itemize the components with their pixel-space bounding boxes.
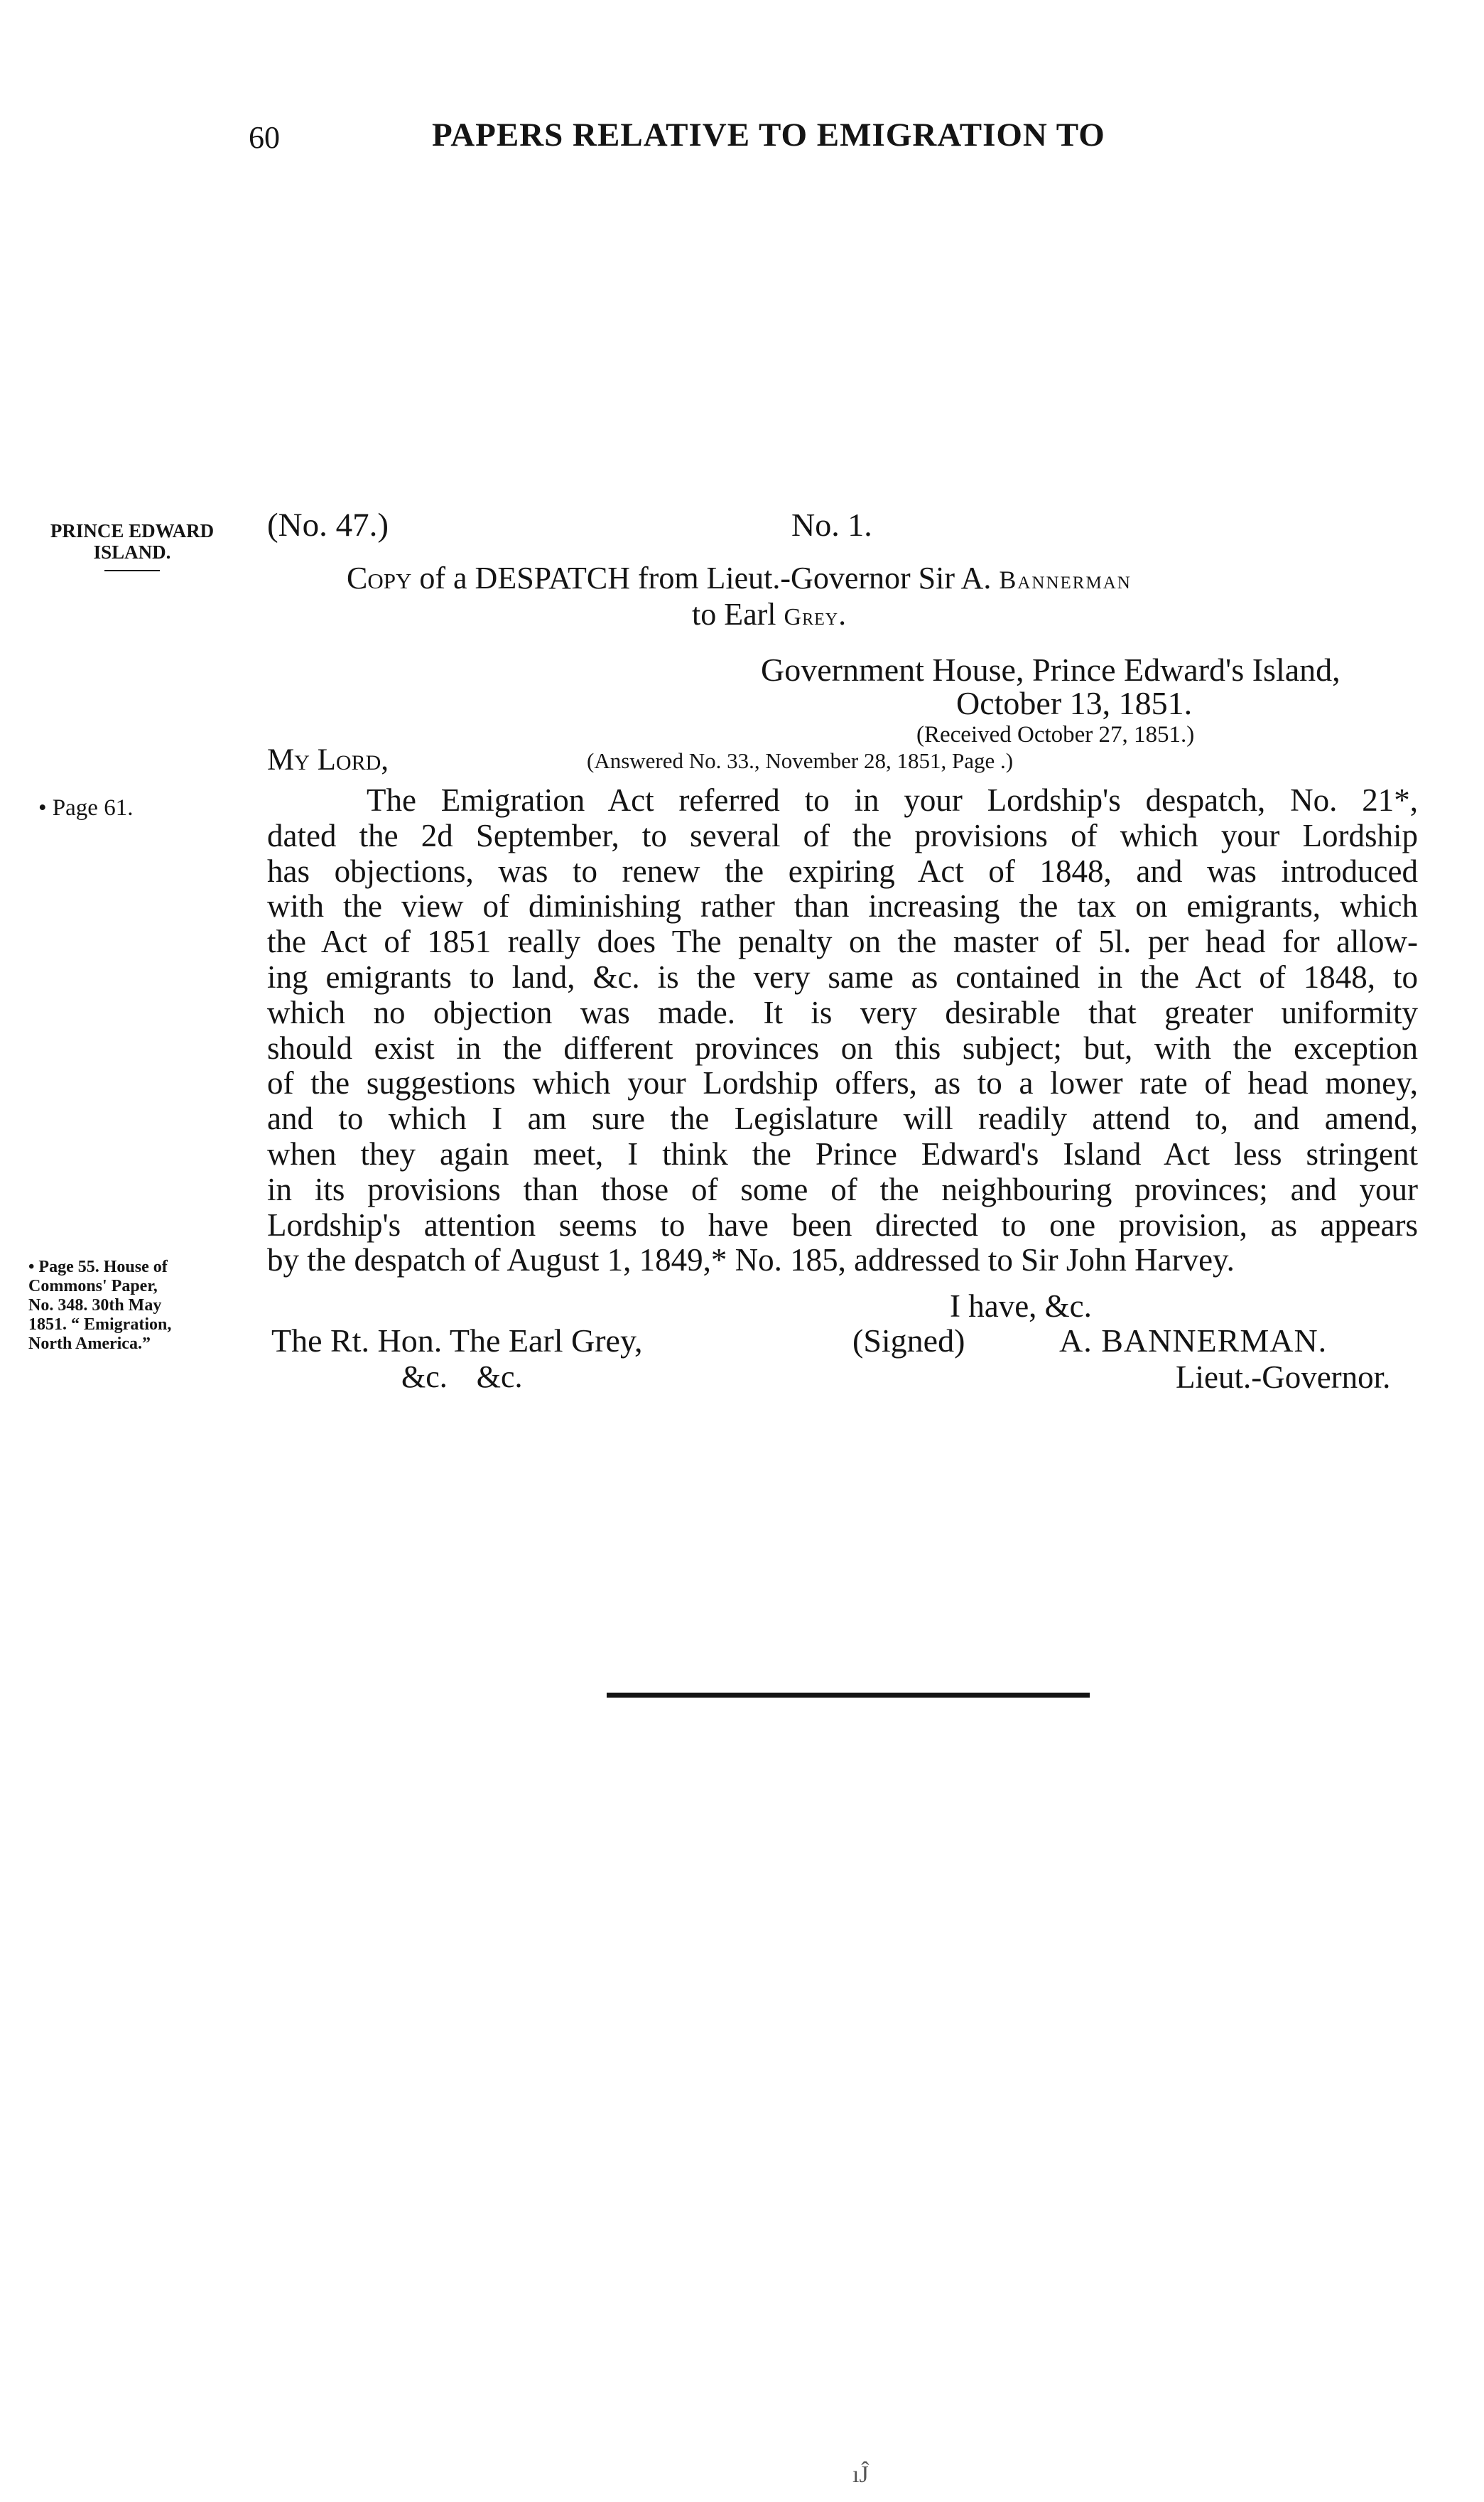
answered-note: (Answered No. 33., November 28, 1851, Page .) bbox=[587, 748, 1014, 773]
addressee-etc: &c. &c. bbox=[401, 1359, 523, 1394]
margin-colony-rule bbox=[104, 570, 160, 571]
body-line: when they again meet, I think the Prince Edward's Island Act less stringent bbox=[267, 1136, 1418, 1172]
margin-note-line: No. 348. 30th May bbox=[28, 1296, 162, 1315]
body-line: should exist in the different provinces on this subject; but, with the exception bbox=[267, 1030, 1418, 1066]
document-title-recipient bbox=[692, 596, 846, 632]
margin-colony-line-2: ISLAND. bbox=[93, 541, 171, 563]
body-line: dated the 2d September, to several of the provisions of which your Lordship bbox=[267, 817, 1418, 853]
margin-colony-label bbox=[18, 520, 246, 571]
signatory-name: A. BANNERMAN. bbox=[1059, 1322, 1328, 1359]
signed-label: (Signed) bbox=[852, 1322, 965, 1359]
title-mid: of a DESPATCH from Lieut.-Governor Sir A. bbox=[411, 561, 1000, 595]
title-from-name: Bannerman bbox=[999, 566, 1132, 594]
document-title bbox=[347, 560, 1132, 596]
body-line: Lordship's attention seems to have been directed to one provision, as appears bbox=[267, 1207, 1418, 1243]
body-line: by the despatch of August 1, 1849,* No. 185, addressed to Sir John Harvey. bbox=[267, 1242, 1235, 1278]
margin-note-line: 1851. “ Emigration, bbox=[28, 1315, 172, 1334]
body-line: The Emigration Act referred to in your Lordship's despatch, No. 21*, bbox=[367, 782, 1418, 818]
body-line: the Act of 1851 really does The penalty on the master of 5l. per head for allow- bbox=[267, 924, 1418, 960]
addressee: The Rt. Hon. The Earl Grey, bbox=[271, 1322, 643, 1359]
title-copy: Copy bbox=[347, 561, 412, 595]
page-number: 60 bbox=[249, 120, 280, 155]
body-line: in its provisions than those of some of the neighbouring provinces; and your bbox=[267, 1171, 1418, 1207]
received-note: (Received October 27, 1851.) bbox=[916, 722, 1195, 748]
closing: I have, &c. bbox=[950, 1288, 1092, 1324]
body-line: of the suggestions which your Lordship offers, as to a lower rate of head money, bbox=[267, 1065, 1418, 1101]
signatory-title: Lieut.-Governor. bbox=[1176, 1359, 1391, 1395]
footer-mark: ıĴ bbox=[852, 2461, 869, 2488]
margin-colony-line-1: PRINCE EDWARD bbox=[50, 520, 215, 541]
body-line: and to which I am sure the Legislature will readily attend to, and amend, bbox=[267, 1101, 1418, 1137]
despatch-number: (No. 47.) bbox=[267, 507, 389, 544]
salutation: My Lord, bbox=[267, 743, 389, 777]
title-to-suffix: . bbox=[838, 597, 847, 632]
body-line: which no objection was made. It is very desirable that greater uniformity bbox=[267, 994, 1418, 1030]
title-to-prefix: to Earl bbox=[692, 597, 784, 632]
body-line: has objections, was to renew the expiring Act of 1848, and was introduced bbox=[267, 853, 1418, 889]
document-number: No. 1. bbox=[791, 507, 872, 543]
despatch-body bbox=[267, 783, 1418, 1278]
margin-note-commons-paper bbox=[28, 1258, 171, 1354]
title-to-name: Grey bbox=[784, 604, 839, 630]
address-date: October 13, 1851. bbox=[956, 685, 1193, 721]
margin-note-line: North America.” bbox=[28, 1334, 151, 1353]
margin-note-line: • Page 55. House of bbox=[28, 1258, 168, 1276]
end-rule bbox=[607, 1693, 1090, 1698]
margin-note-page-61: • Page 61. bbox=[38, 795, 134, 821]
running-title: PAPERS RELATIVE TO EMIGRATION TO bbox=[432, 117, 1105, 153]
body-line: ing emigrants to land, &c. is the very same as contained in the Act of 1848, to bbox=[267, 959, 1418, 995]
margin-note-line: Commons' Paper, bbox=[28, 1277, 158, 1295]
address-line-1: Government House, Prince Edward's Island, bbox=[761, 652, 1341, 688]
body-line: with the view of diminishing rather than increasing the tax on emigrants, which bbox=[267, 888, 1418, 924]
